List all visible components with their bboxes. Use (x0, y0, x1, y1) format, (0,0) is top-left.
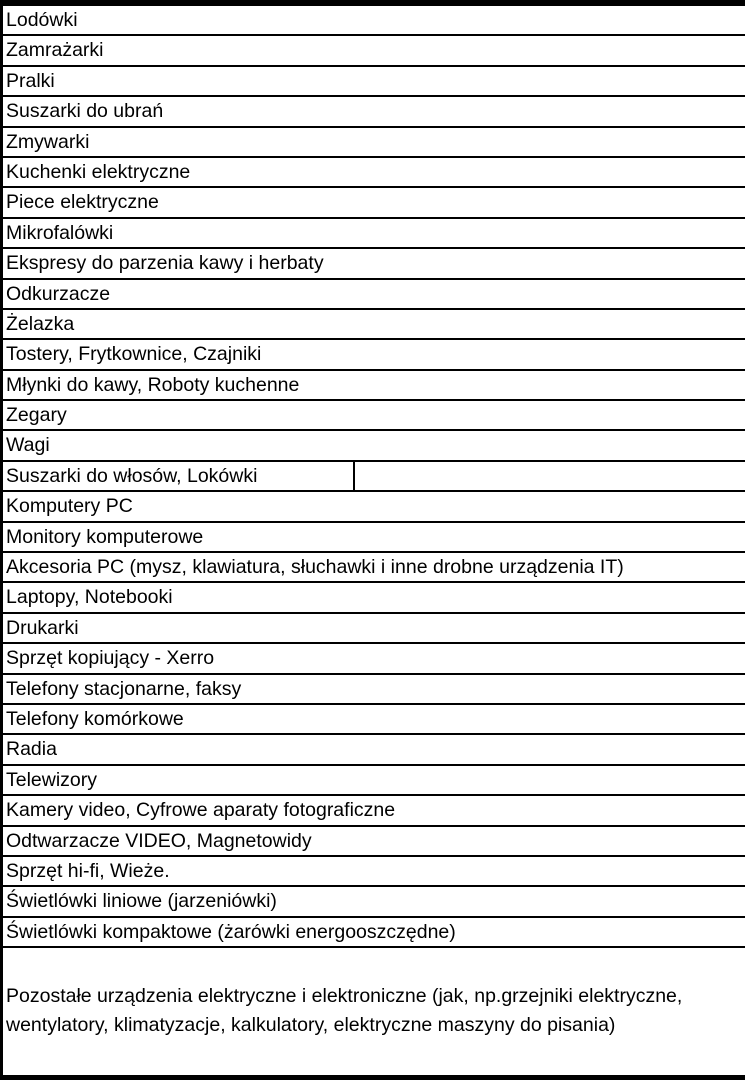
row-label: Zamrażarki (6, 39, 104, 62)
table-row (3, 614, 745, 644)
row-label: Lodówki (6, 9, 78, 31)
table-row (3, 97, 745, 127)
cell-divider (353, 462, 355, 492)
table-row (3, 766, 745, 796)
table-row (3, 340, 745, 370)
row-label: Piece elektryczne (6, 191, 159, 214)
row-label: Żelazka (6, 312, 75, 335)
table-row (3, 401, 745, 431)
table-row-other-devices (3, 948, 745, 1072)
row-label: Telewizory (6, 768, 98, 791)
table-row (3, 280, 745, 310)
table-row (3, 887, 745, 917)
row-label: Drukarki (6, 616, 79, 639)
table-row (3, 492, 745, 522)
row-label: Komputery PC (6, 495, 133, 518)
row-label: Suszarki do ubrań (6, 100, 164, 123)
row-label: Ekspresy do parzenia kawy i herbaty (6, 252, 324, 275)
table-row (3, 249, 745, 279)
row-label: Monitory komputerowe (6, 525, 204, 548)
row-label: Kuchenki elektryczne (6, 160, 191, 183)
row-label: Tostery, Frytkownice, Czajniki (6, 343, 262, 366)
row-label: Akcesoria PC (mysz, klawiatura, słuchawki i inne drobne urządzenia IT) (6, 556, 624, 579)
table-row (3, 310, 745, 340)
row-label: Radia (6, 738, 57, 761)
table-row (3, 553, 745, 583)
table-row (3, 6, 745, 36)
table-row (3, 796, 745, 826)
table-row (3, 523, 745, 553)
row-label: Mikrofalówki (6, 221, 114, 244)
row-label: Wagi (6, 434, 50, 457)
table-row (3, 67, 745, 97)
row-label: Telefony stacjonarne, faksy (6, 677, 242, 700)
table-row (3, 705, 745, 735)
table-row (3, 918, 745, 948)
table-row (3, 675, 745, 705)
row-label: Zegary (6, 404, 67, 427)
table-row (3, 36, 745, 66)
table-row (3, 128, 745, 158)
table-row (3, 462, 745, 492)
row-label: Zmywarki (6, 130, 90, 153)
table-row (3, 219, 745, 249)
table-row (3, 857, 745, 887)
row-label: Telefony komórkowe (6, 707, 184, 730)
row-label: Kamery video, Cyfrowe aparaty fotograficzne (6, 799, 396, 822)
table-row (3, 735, 745, 765)
table-row (3, 583, 745, 613)
row-label-line-1: Pozostałe urządzenia elektryczne i elektroniczne (jak, np.grzejniki elektryczne, (6, 985, 683, 1008)
row-label: Odkurzacze (6, 282, 111, 305)
table-row (3, 827, 745, 857)
row-label: Suszarki do włosów, Lokówki (6, 464, 258, 487)
row-label: Świetlówki liniowe (jarzeniówki) (6, 890, 277, 913)
row-label-line-2: wentylatory, klimatyzacje, kalkulatory, elektryczne maszyny do pisania) (6, 1014, 616, 1037)
row-label: Sprzęt hi-fi, Wieże. (6, 859, 170, 882)
table-row (3, 188, 745, 218)
table-row (3, 644, 745, 674)
row-label: Laptopy, Notebooki (6, 586, 173, 609)
row-label: Sprzęt kopiujący - Xerro (6, 647, 215, 670)
row-label: Młynki do kawy, Roboty kuchenne (6, 373, 300, 396)
row-label: Odtwarzacze VIDEO, Magnetowidy (6, 829, 312, 852)
table-row (3, 371, 745, 401)
table-row (3, 158, 745, 188)
row-label: Świetlówki kompaktowe (żarówki energooszczędne) (6, 920, 456, 943)
row-label: Pralki (6, 69, 55, 92)
table-row (3, 431, 745, 461)
